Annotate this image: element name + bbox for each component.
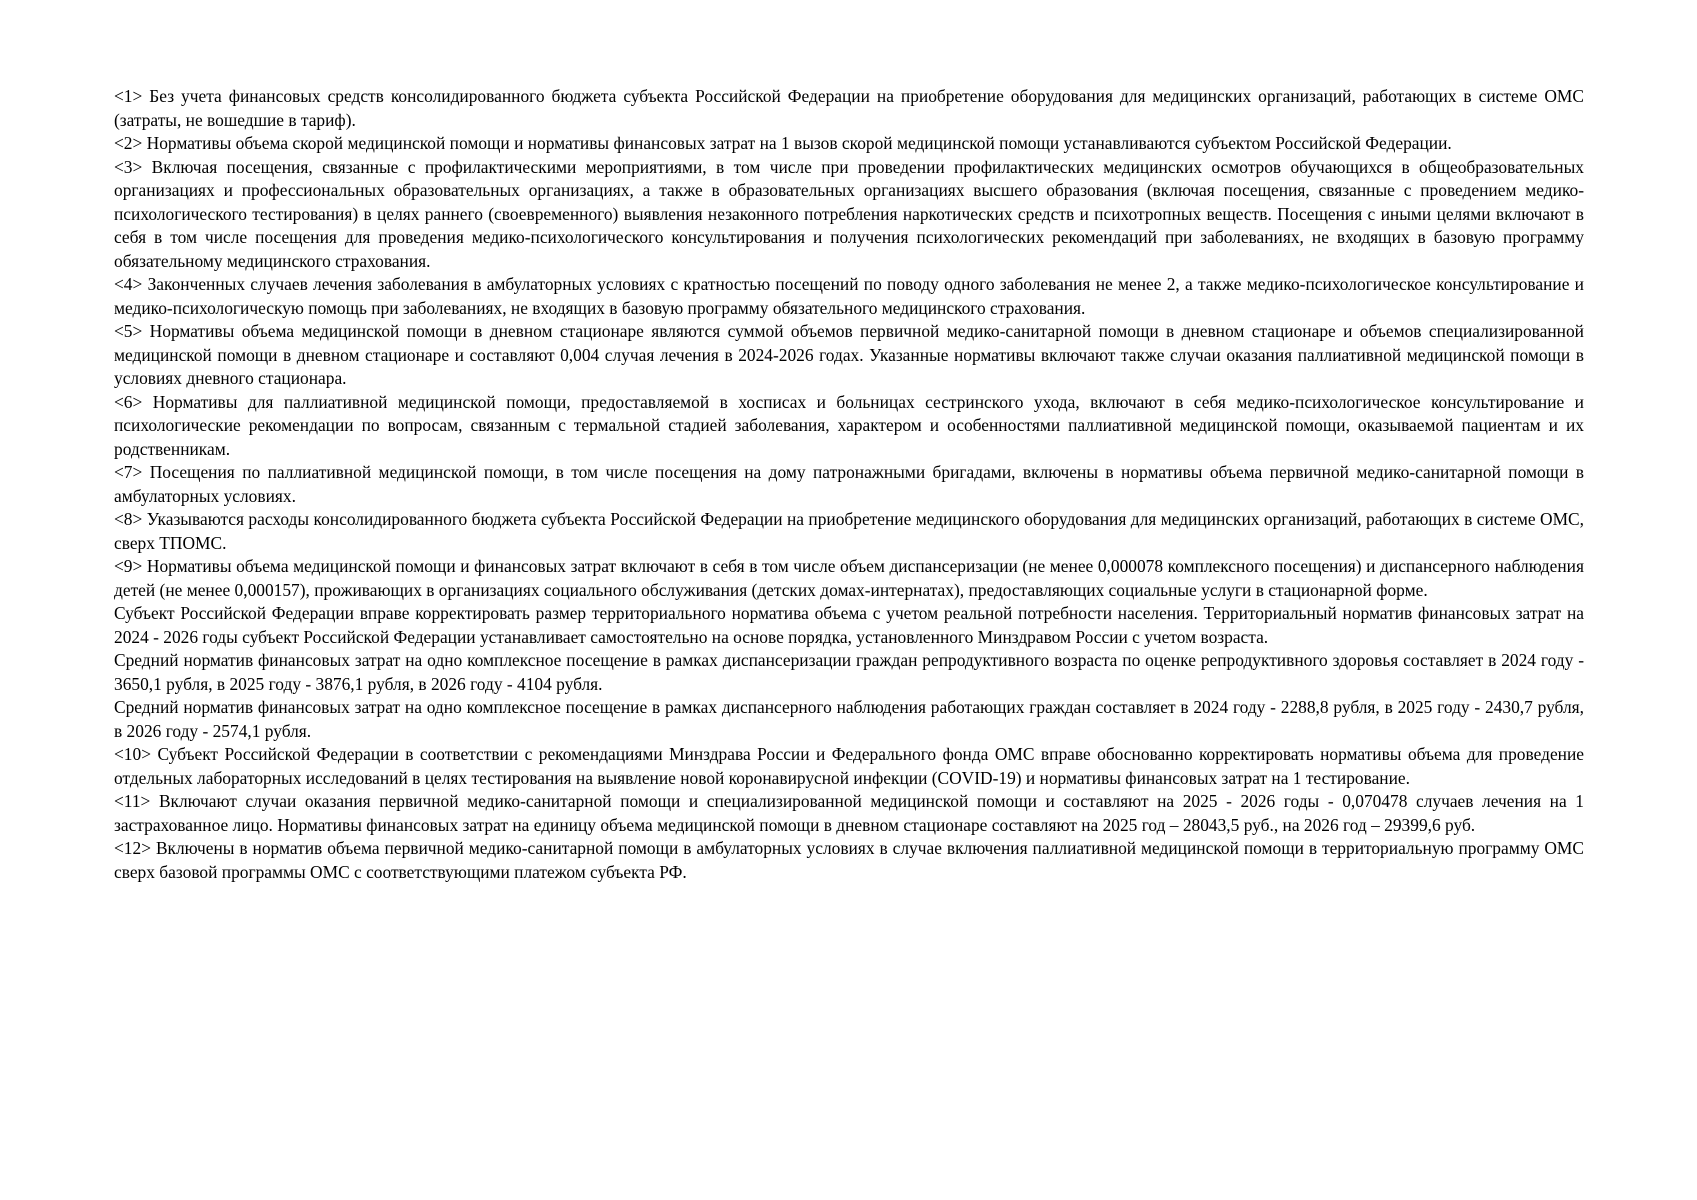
footnote-12: <12> Включены в норматив объема первичной медико-санитарной помощи в амбулаторных условиях в случае включения паллиативной медицинской помощи в территориальную программу ОМС сверх базовой программы ОМС с соответствующими платежом субъекта РФ. (114, 838, 1584, 882)
footnote-8: <8> Указываются расходы консолидированного бюджета субъекта Российской Федерации на приобретение медицинского оборудования для медицинских организаций, работающих в системе ОМС, сверх ТПОМС. (114, 509, 1584, 553)
footnote-11: <11> Включают случаи оказания первичной медико-санитарной помощи и специализированной медицинской помощи и составляют на 2025 - 2026 годы - 0,070478 случаев лечения на 1 застрахованное лицо. Нормативы финансовых затрат на единицу объема медицинской помощи в дневном стационаре составляют на 2025 год – 28043,5 руб., на 2026 год – 29399,6 руб. (114, 791, 1584, 835)
note-territorial-norm: Субъект Российской Федерации вправе корректировать размер территориального норматива объема с учетом реальной потребности населения. Территориальный норматив финансовых затрат на 2024 - 2026 годы субъект Российской Федерации устанавливает самостоятельно на основе порядка, установленного Минздравом России с учетом возраста. (114, 603, 1584, 647)
footnote-10: <10> Субъект Российской Федерации в соответствии с рекомендациями Минздрава России и Федерального фонда ОМС вправе обоснованно корректировать нормативы объема для проведение отдельных лабораторных исследований в целях тестирования на выявление новой коронавирусной инфекции (COVID-19) и нормативы финансовых затрат на 1 тестирование. (114, 744, 1584, 788)
document-page (114, 85, 1584, 884)
footnote-5: <5> Нормативы объема медицинской помощи в дневном стационаре являются суммой объемов первичной медико-санитарной помощи в дневном стационаре и объемов специализированной медицинской помощи в дневном стационаре и составляют 0,004 случая лечения в 2024-2026 годах. Указанные нормативы включают также случаи оказания паллиативной медицинской помощи в условиях дневного стационара. (114, 321, 1584, 388)
footnote-3: <3> Включая посещения, связанные с профилактическими мероприятиями, в том числе при проведении профилактических медицинских осмотров обучающихся в общеобразовательных организациях и профессиональных образовательных организациях, а также в образовательных организациях высшего образования (включая посещения, связанные с проведением медико-психологического тестирования) в целях раннего (своевременного) выявления незаконного потребления наркотических средств и психотропных веществ. Посещения с иными целями включают в себя в том числе посещения для проведения медико-психологического консультирования и получения психологических рекомендаций при заболеваниях, не входящих в базовую программу обязательному медицинского страхования. (114, 156, 1584, 271)
footnote-2: <2> Нормативы объема скорой медицинской помощи и нормативы финансовых затрат на 1 вызов скорой медицинской помощи устанавливаются субъектом Российской Федерации. (114, 133, 1452, 153)
footnote-6: <6> Нормативы для паллиативной медицинской помощи, предоставляемой в хосписах и больницах сестринского ухода, включают в себя медико-психологическое консультирование и психологические рекомендации по вопросам, связанным с термальной стадией заболевания, характером и особенностями паллиативной медицинской помощи, оказываемой пациентам и их родственникам. (114, 391, 1584, 459)
footnote-7: <7> Посещения по паллиативной медицинской помощи, в том числе посещения на дому патронажными бригадами, включены в нормативы объема первичной медико-санитарной помощи в амбулаторных условиях. (114, 462, 1584, 506)
note-reproductive-cost: Средний норматив финансовых затрат на одно комплексное посещение в рамках диспансеризации граждан репродуктивного возраста по оценке репродуктивного здоровья составляет в 2024 году - 3650,1 рубля, в 2025 году - 3876,1 рубля, в 2026 году - 4104 рубля. (114, 650, 1584, 694)
footnote-9: <9> Нормативы объема медицинской помощи и финансовых затрат включают в себя в том числе объем диспансеризации (не менее 0,000078 комплексного посещения) и диспансерного наблюдения детей (не менее 0,000157), проживающих в организациях социального обслуживания (детских домах-интернатах), предоставляющих социальные услуги в стационарной форме. (114, 556, 1584, 600)
note-working-citizens-cost: Средний норматив финансовых затрат на одно комплексное посещение в рамках диспансерного наблюдения работающих граждан составляет в 2024 году - 2288,8 рубля, в 2025 году - 2430,7 рубля, в 2026 году - 2574,1 рубля. (114, 697, 1584, 741)
footnote-4: <4> Законченных случаев лечения заболевания в амбулаторных условиях с кратностью посещений по поводу одного заболевания не менее 2, а также медико-психологическое консультирование и медико-психологическую помощь при заболеваниях, не входящих в базовую программу обязательного медицинского страхования. (114, 274, 1584, 318)
footnote-1: <1> Без учета финансовых средств консолидированного бюджета субъекта Российской Федерации на приобретение оборудования для медицинских организаций, работающих в системе ОМС (затраты, не вошедшие в тариф). (114, 86, 1584, 130)
